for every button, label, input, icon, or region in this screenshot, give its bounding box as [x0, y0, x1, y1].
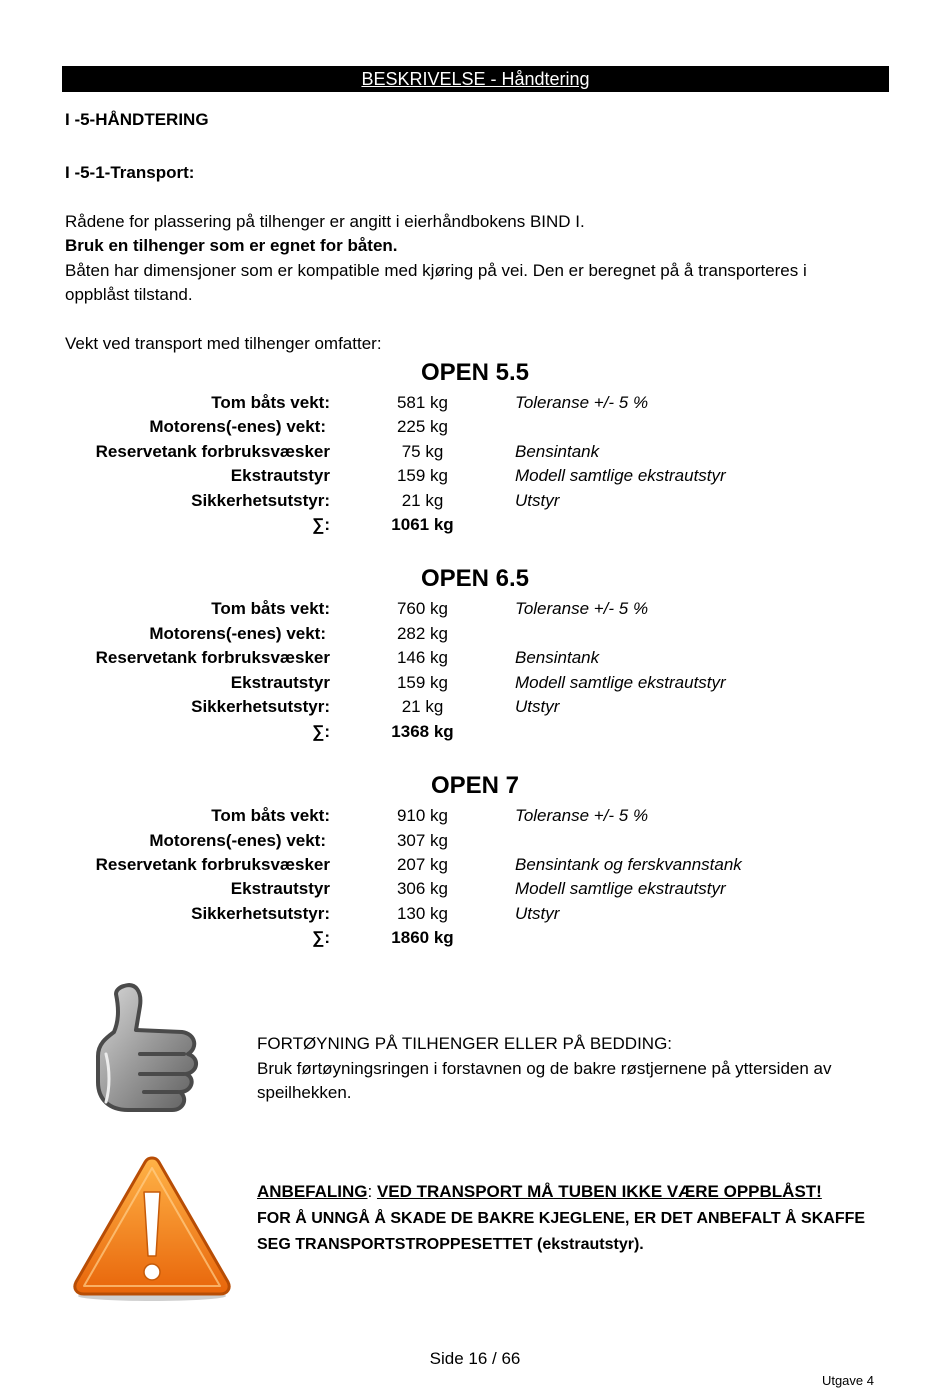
- weight-row: [0, 391, 950, 415]
- weight-row: [0, 695, 950, 719]
- weight-value: 130 kg: [396, 904, 449, 923]
- weight-row: [0, 829, 950, 853]
- weight-label: Tom båts vekt:: [211, 393, 330, 412]
- weight-note: Toleranse +/- 5 %: [515, 599, 649, 618]
- weight-row: [0, 853, 950, 877]
- intro-line-3: Båten har dimensjoner som er kompatible med kjøring på vei. Den er beregnet på å transporteres i: [65, 261, 807, 280]
- weight-label: Sikkerhetsutstyr:: [191, 697, 330, 716]
- weight-label: Tom båts vekt:: [211, 599, 330, 618]
- weight-row: [0, 902, 950, 926]
- total-label: ∑:: [312, 928, 330, 947]
- weight-row: [0, 646, 950, 670]
- mooring-heading: FORTØYNING PÅ TILHENGER ELLER PÅ BEDDING:: [257, 1034, 673, 1053]
- weight-row: [0, 440, 950, 464]
- header-title: BESKRIVELSE - Håndtering: [361, 69, 590, 89]
- weight-value: 307 kg: [396, 831, 449, 850]
- weight-value: 282 kg: [396, 624, 449, 643]
- model-title: OPEN 6.5: [420, 565, 530, 592]
- mooring-text-line: Bruk førtøyningsringen i forstavnen og de bakre røstjernene på yttersiden av: [257, 1059, 832, 1078]
- weight-value: 910 kg: [396, 806, 449, 825]
- weight-note: Toleranse +/- 5 %: [515, 806, 649, 825]
- warning-headline-text: VED TRANSPORT MÅ TUBEN IKKE VÆRE OPPBLÅST!: [376, 1182, 822, 1201]
- weight-note: Utstyr: [515, 904, 560, 923]
- weight-label: Ekstrautstyr: [230, 879, 330, 898]
- thumbs-up-icon: [84, 978, 220, 1130]
- weight-value: 581 kg: [396, 393, 449, 412]
- header-bar: [62, 66, 889, 92]
- intro-line-5: Vekt ved transport med tilhenger omfatter:: [65, 334, 382, 353]
- weight-total-row: [0, 926, 950, 950]
- weight-label: Motorens(-enes) vekt:: [149, 624, 326, 643]
- total-label: ∑:: [312, 722, 330, 741]
- weight-label: Ekstrautstyr: [230, 466, 330, 485]
- edition-label: Utgave 4: [821, 1373, 874, 1388]
- weight-row: [0, 804, 950, 828]
- model-title: OPEN 7: [430, 772, 520, 799]
- weight-value: 225 kg: [396, 417, 449, 436]
- mooring-text-line: speilhekken.: [257, 1083, 352, 1102]
- weight-value: 146 kg: [396, 648, 449, 667]
- weight-row: [0, 489, 950, 513]
- weight-note: Modell samtlige ekstrautstyr: [515, 879, 726, 898]
- weight-label: Sikkerhetsutstyr:: [191, 904, 330, 923]
- weight-value: 75 kg: [401, 442, 444, 461]
- weight-label: Reservetank forbruksvæsker: [95, 442, 330, 461]
- warning-headline: [257, 1179, 822, 1205]
- recommendation-label: ANBEFALING: [257, 1182, 368, 1201]
- weight-note: Bensintank og ferskvannstank: [515, 855, 742, 874]
- intro-line-4: oppblåst tilstand.: [65, 285, 193, 304]
- weight-label: Sikkerhetsutstyr:: [191, 491, 330, 510]
- weight-row: [0, 415, 950, 439]
- section-heading: I -5-HÅNDTERING: [65, 110, 209, 129]
- weight-row: [0, 671, 950, 695]
- weight-total-row: [0, 720, 950, 744]
- weight-value: 21 kg: [401, 491, 444, 510]
- total-value: 1368 kg: [391, 722, 454, 741]
- page-number: Side 16 / 66: [429, 1349, 521, 1368]
- weight-value: 760 kg: [396, 599, 449, 618]
- weight-note: Modell samtlige ekstrautstyr: [515, 673, 726, 692]
- weight-label: Motorens(-enes) vekt:: [149, 831, 326, 850]
- weight-label: Ekstrautstyr: [230, 673, 330, 692]
- intro-line-2: Bruk en tilhenger som er egnet for båten.: [65, 236, 398, 255]
- warning-text-line: FOR Å UNNGÅ Å SKADE DE BAKRE KJEGLENE, ER DET ANBEFALT Å SKAFFE: [257, 1210, 866, 1227]
- weight-value: 207 kg: [396, 855, 449, 874]
- weight-value: 306 kg: [396, 879, 449, 898]
- weight-row: [0, 622, 950, 646]
- weight-note: Utstyr: [515, 697, 560, 716]
- model-title: OPEN 5.5: [420, 359, 530, 386]
- recommendation-colon: :: [367, 1182, 373, 1201]
- weight-row: [0, 597, 950, 621]
- weight-value: 21 kg: [401, 697, 444, 716]
- total-value: 1860 kg: [391, 928, 454, 947]
- section-subheading: I -5-1-Transport:: [65, 163, 195, 182]
- warning-text-line: SEG TRANSPORTSTROPPESETTET (ekstrautstyr).: [257, 1236, 644, 1253]
- weight-note: Bensintank: [515, 648, 600, 667]
- weight-label: Tom båts vekt:: [211, 806, 330, 825]
- weight-note: Bensintank: [515, 442, 600, 461]
- weight-note: Utstyr: [515, 491, 560, 510]
- weight-row: [0, 464, 950, 488]
- intro-line-1: Rådene for plassering på tilhenger er angitt i eierhåndbokens BIND I.: [65, 212, 585, 231]
- weight-note: Modell samtlige ekstrautstyr: [515, 466, 726, 485]
- weight-label: Reservetank forbruksvæsker: [95, 855, 330, 874]
- weight-value: 159 kg: [396, 466, 449, 485]
- total-value: 1061 kg: [391, 515, 454, 534]
- weight-row: [0, 877, 950, 901]
- weight-total-row: [0, 513, 950, 537]
- weight-label: Reservetank forbruksvæsker: [95, 648, 330, 667]
- weight-value: 159 kg: [396, 673, 449, 692]
- total-label: ∑:: [312, 515, 330, 534]
- weight-note: Toleranse +/- 5 %: [515, 393, 649, 412]
- weight-label: Motorens(-enes) vekt:: [149, 417, 326, 436]
- warning-triangle-icon: [70, 1152, 234, 1302]
